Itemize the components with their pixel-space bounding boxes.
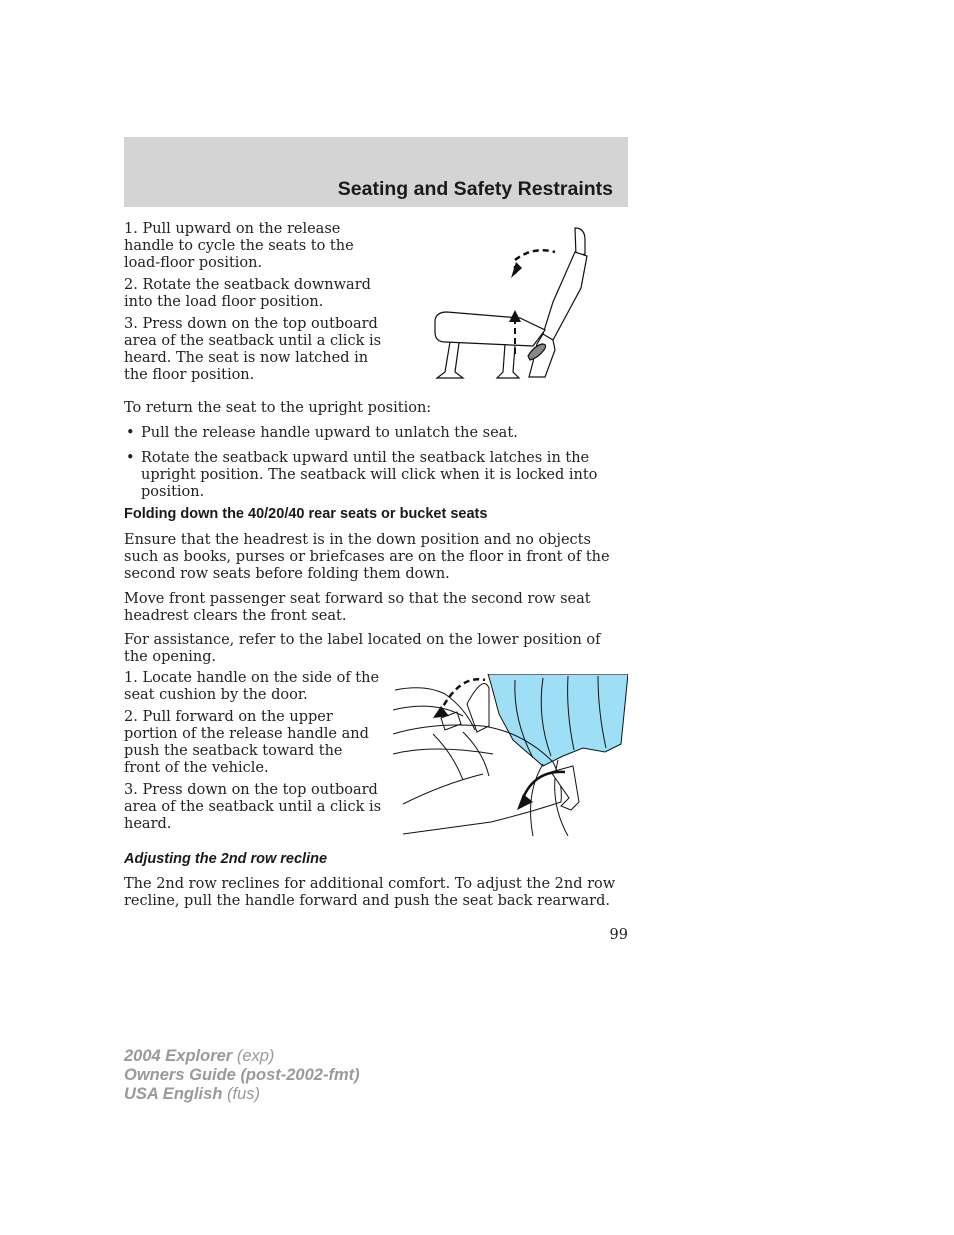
- bullet-text: Pull the release handle upward to unlatch the seat.: [141, 425, 518, 441]
- step-item: 2. Pull forward on the upper portion of the release handle and push the seatback toward the front of the vehicle.: [124, 709, 369, 776]
- step-item: 3. Press down on the top outboard area of the seatback until a click is heard.: [124, 782, 382, 832]
- page-title: Seating and Safety Restraints: [337, 178, 613, 200]
- section-heading: Folding down the 40/20/40 rear seats or bucket seats: [124, 506, 488, 522]
- header-band: [124, 137, 628, 207]
- step-item: 1. Locate handle on the side of the seat cushion by the door.: [124, 670, 380, 703]
- footer-language: USA English: [124, 1085, 223, 1103]
- footer-guide: Owners Guide (post-2002-fmt): [124, 1066, 360, 1084]
- paragraph-move: Move front passenger seat forward so that the second row seat headrest clears the front seat.: [124, 591, 591, 624]
- seat-handle-illustration: [393, 674, 628, 836]
- fold-seat-steps: [124, 670, 382, 838]
- bullet-marker: •: [126, 450, 135, 466]
- footer-line: [124, 1047, 360, 1066]
- sub-heading: Adjusting the 2nd row recline: [124, 851, 328, 867]
- paragraph-ensure: Ensure that the headrest is in the down position and no objects such as books, purses or briefcases are on the floor in front of the second row seats before folding them down.: [124, 532, 610, 582]
- step-item: 3. Press down on the top outboard area of the seatback until a click is heard. The seat is now latched in the floor position.: [124, 316, 382, 383]
- footer-line: [124, 1066, 360, 1085]
- footer-language-code: (fus): [222, 1085, 260, 1103]
- paragraph-assist: For assistance, refer to the label located on the lower position of the opening.: [124, 632, 601, 665]
- step-item: 1. Pull upward on the release handle to cycle the seats to the load-floor position.: [124, 221, 354, 271]
- return-intro: To return the seat to the upright position:: [124, 400, 432, 416]
- return-bullet-list: [124, 425, 628, 509]
- bullet-item: [124, 450, 628, 501]
- step-item: 2. Rotate the seatback downward into the load floor position.: [124, 277, 371, 310]
- footer-model: 2004 Explorer: [124, 1047, 233, 1065]
- footer-model-code: (exp): [232, 1047, 275, 1065]
- bullet-item: [124, 425, 628, 442]
- bullet-text: Rotate the seatback upward until the seatback latches in the upright position. The seatback will click when it is locked into position.: [141, 450, 598, 500]
- seat-fold-illustration: [425, 222, 595, 384]
- document-footer: [124, 1047, 360, 1104]
- paragraph-recline: The 2nd row reclines for additional comfort. To adjust the 2nd row recline, pull the handle forward and push the seat back rearward.: [124, 876, 616, 909]
- bullet-marker: •: [126, 425, 135, 441]
- page-number: 99: [609, 927, 628, 943]
- load-floor-steps: [124, 221, 386, 389]
- footer-line: [124, 1085, 360, 1104]
